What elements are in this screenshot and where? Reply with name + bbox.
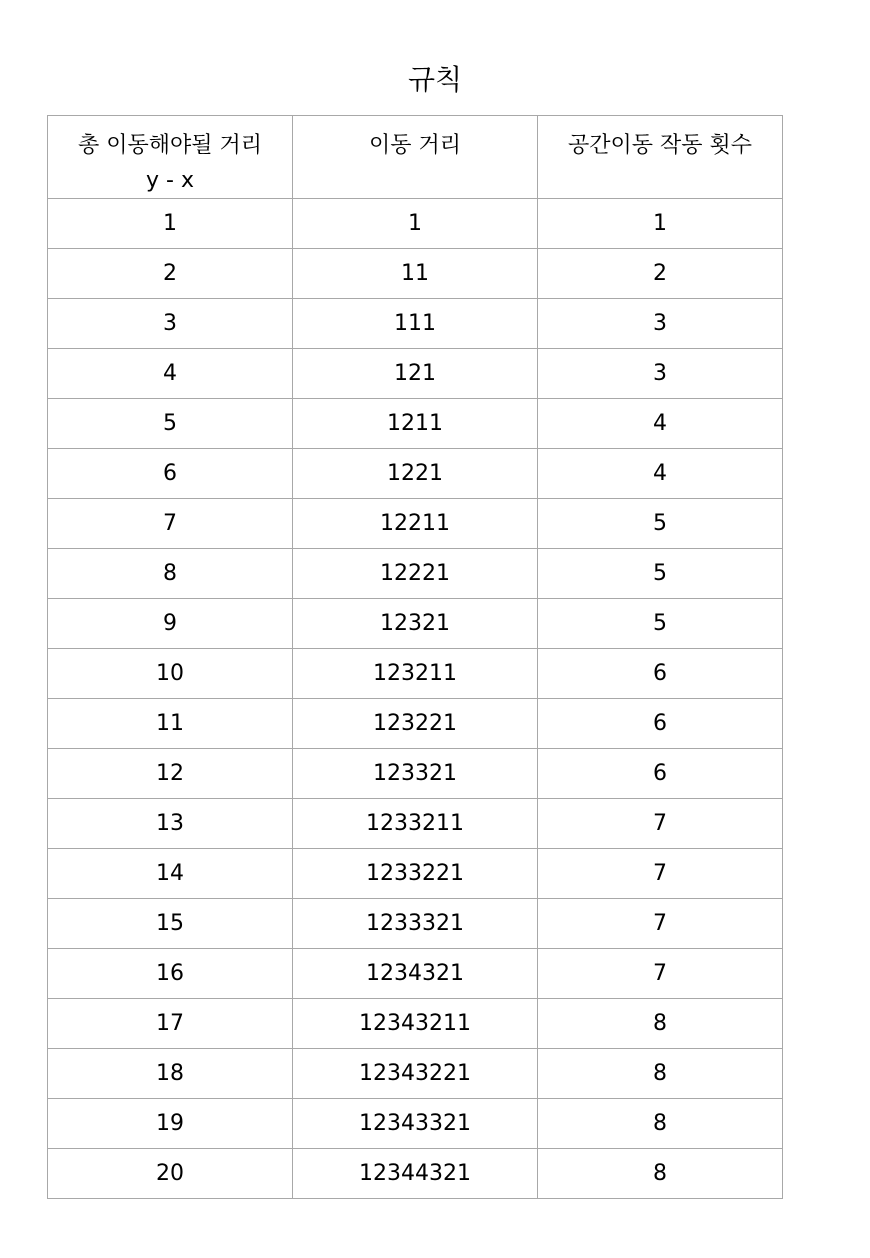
- table-row: [48, 1099, 783, 1149]
- total-distance-cell: 11: [48, 699, 293, 749]
- total-distance-cell: 8: [48, 549, 293, 599]
- teleport-count-cell: 7: [538, 949, 783, 999]
- header-row: [48, 116, 783, 199]
- total-distance-cell: 19: [48, 1099, 293, 1149]
- teleport-count-cell: 8: [538, 999, 783, 1049]
- total-distance-cell: 12: [48, 749, 293, 799]
- teleport-count-cell: 1: [538, 199, 783, 249]
- table-row: [48, 899, 783, 949]
- total-distance-cell: 1: [48, 199, 293, 249]
- move-distance-cell: 1233221: [293, 849, 538, 899]
- total-distance-cell: 4: [48, 349, 293, 399]
- move-distance-cell: 1211: [293, 399, 538, 449]
- header-total-distance: [48, 116, 293, 199]
- teleport-count-cell: 6: [538, 699, 783, 749]
- table-row: [48, 949, 783, 999]
- teleport-count-cell: 6: [538, 749, 783, 799]
- table-row: [48, 749, 783, 799]
- move-distance-cell: 12211: [293, 499, 538, 549]
- total-distance-cell: 3: [48, 299, 293, 349]
- table-row: [48, 449, 783, 499]
- move-distance-cell: 12343211: [293, 999, 538, 1049]
- teleport-count-cell: 3: [538, 349, 783, 399]
- total-distance-cell: 7: [48, 499, 293, 549]
- teleport-count-cell: 4: [538, 399, 783, 449]
- table-row: [48, 399, 783, 449]
- total-distance-cell: 16: [48, 949, 293, 999]
- total-distance-cell: 2: [48, 249, 293, 299]
- total-distance-cell: 10: [48, 649, 293, 699]
- move-distance-cell: 1234321: [293, 949, 538, 999]
- teleport-count-cell: 5: [538, 549, 783, 599]
- table-row: [48, 849, 783, 899]
- total-distance-cell: 14: [48, 849, 293, 899]
- total-distance-cell: 15: [48, 899, 293, 949]
- teleport-count-cell: 3: [538, 299, 783, 349]
- table-row: [48, 799, 783, 849]
- rule-table: [47, 115, 783, 1199]
- header-total-distance-formula: y - x: [146, 168, 194, 193]
- table-row: [48, 649, 783, 699]
- move-distance-cell: 12344321: [293, 1149, 538, 1199]
- total-distance-cell: 18: [48, 1049, 293, 1099]
- teleport-count-cell: 4: [538, 449, 783, 499]
- move-distance-cell: 1233211: [293, 799, 538, 849]
- total-distance-cell: 5: [48, 399, 293, 449]
- table-row: [48, 299, 783, 349]
- teleport-count-cell: 8: [538, 1149, 783, 1199]
- table-row: [48, 1149, 783, 1199]
- table-row: [48, 499, 783, 549]
- move-distance-cell: 111: [293, 299, 538, 349]
- teleport-count-cell: 8: [538, 1049, 783, 1099]
- teleport-count-cell: 7: [538, 849, 783, 899]
- move-distance-cell: 123211: [293, 649, 538, 699]
- move-distance-cell: 123321: [293, 749, 538, 799]
- teleport-count-cell: 5: [538, 499, 783, 549]
- total-distance-cell: 9: [48, 599, 293, 649]
- move-distance-cell: 12343321: [293, 1099, 538, 1149]
- teleport-count-cell: 7: [538, 899, 783, 949]
- move-distance-cell: 121: [293, 349, 538, 399]
- table-header: [48, 116, 783, 199]
- table-row: [48, 549, 783, 599]
- header-move-distance: [293, 116, 538, 199]
- total-distance-cell: 13: [48, 799, 293, 849]
- header-teleport-count-label: 공간이동 작동 횟수: [567, 133, 752, 158]
- table-row: [48, 199, 783, 249]
- table-row: [48, 999, 783, 1049]
- move-distance-cell: 1233321: [293, 899, 538, 949]
- page-title: 규칙: [407, 63, 463, 96]
- teleport-count-cell: 7: [538, 799, 783, 849]
- header-teleport-count: [538, 116, 783, 199]
- total-distance-cell: 17: [48, 999, 293, 1049]
- move-distance-cell: 123221: [293, 699, 538, 749]
- header-total-distance-label: 총 이동해야될 거리: [77, 133, 262, 158]
- move-distance-cell: 11: [293, 249, 538, 299]
- teleport-count-cell: 8: [538, 1099, 783, 1149]
- teleport-count-cell: 6: [538, 649, 783, 699]
- table-row: [48, 249, 783, 299]
- teleport-count-cell: 5: [538, 599, 783, 649]
- move-distance-cell: 12321: [293, 599, 538, 649]
- move-distance-cell: 1221: [293, 449, 538, 499]
- table-row: [48, 699, 783, 749]
- teleport-count-cell: 2: [538, 249, 783, 299]
- total-distance-cell: 20: [48, 1149, 293, 1199]
- move-distance-cell: 12343221: [293, 1049, 538, 1099]
- move-distance-cell: 1: [293, 199, 538, 249]
- table-row: [48, 1049, 783, 1099]
- total-distance-cell: 6: [48, 449, 293, 499]
- header-move-distance-label: 이동 거리: [368, 133, 461, 158]
- table-row: [48, 599, 783, 649]
- table-body: [48, 199, 783, 1199]
- move-distance-cell: 12221: [293, 549, 538, 599]
- table-row: [48, 349, 783, 399]
